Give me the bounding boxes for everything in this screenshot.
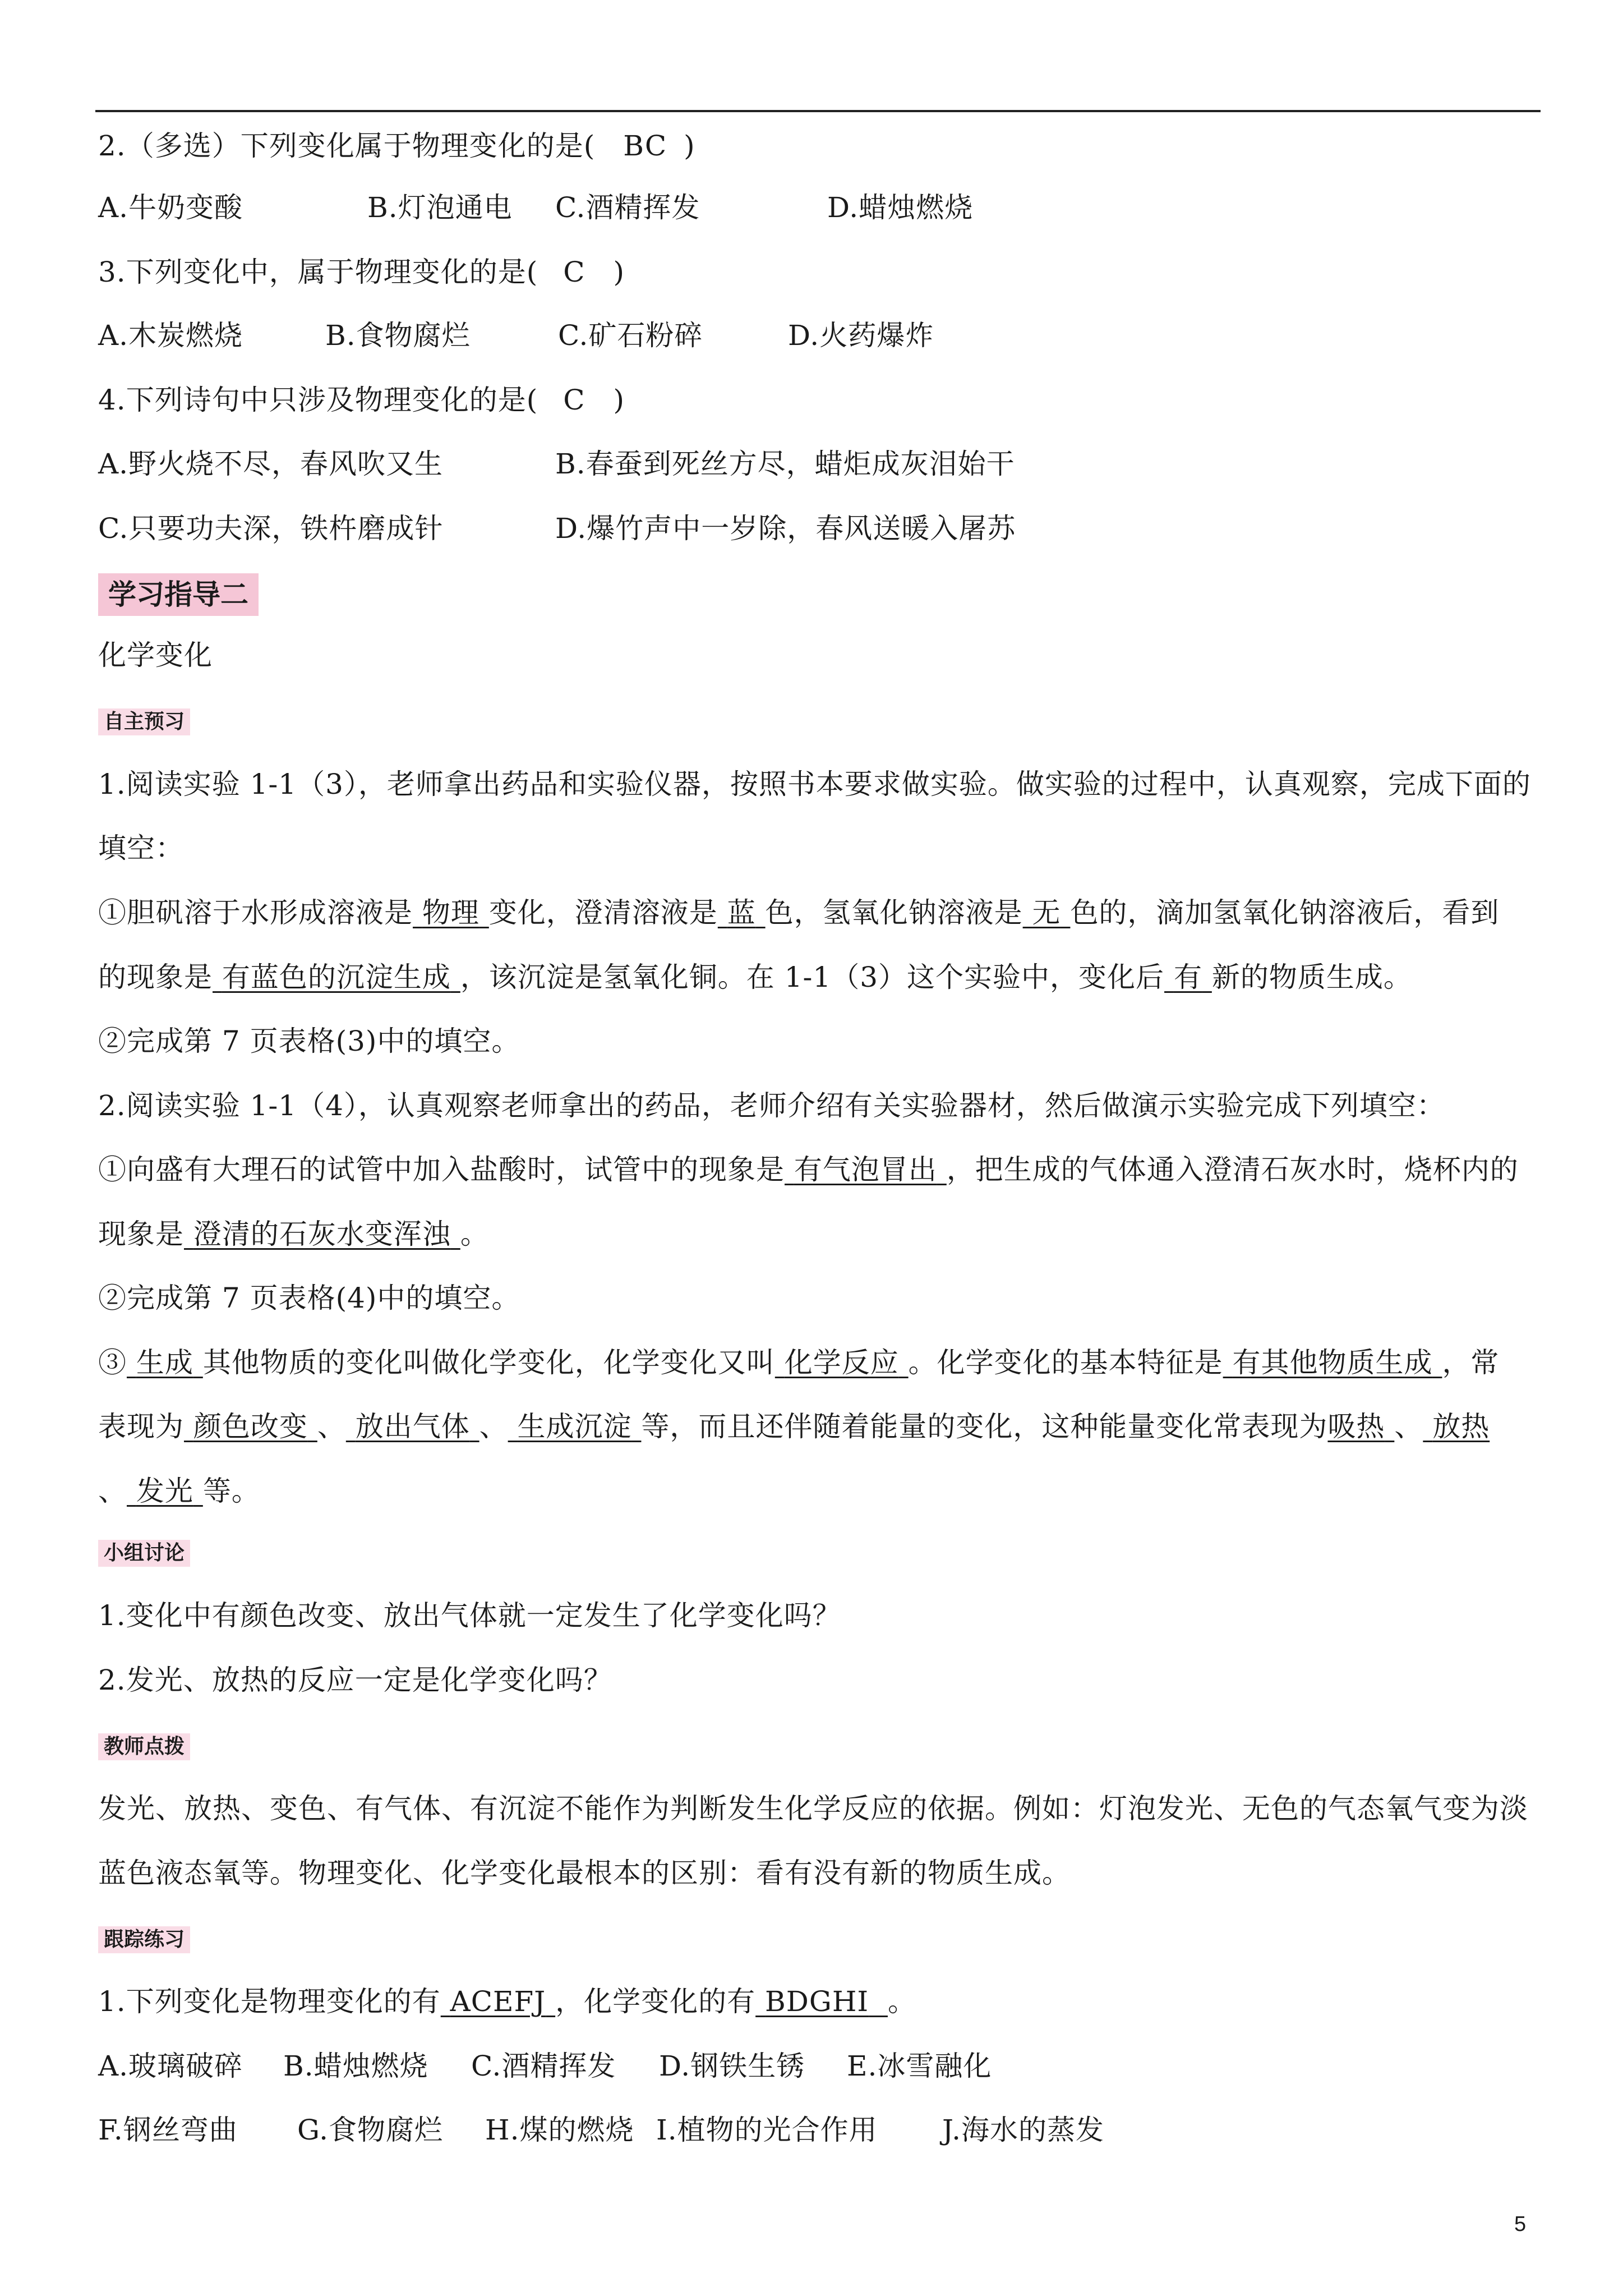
practice-option-a: A.玻璃破碎 <box>98 2050 243 2082</box>
text: ①胆矾溶于水形成溶液是 <box>98 896 413 929</box>
blank-precipitate-value: 有蓝色的沉淀生成 <box>222 961 451 993</box>
blank-chemical-changes <box>755 1985 888 2018</box>
q4-close: ) <box>613 384 625 416</box>
text: 、 <box>98 1475 127 1507</box>
teacher-line1: 发光、放热、变色、有气体、有沉淀不能作为判断发生化学反应的依据。例如：灯泡发光、无色的气态氧气变为淡 <box>98 1792 1528 1825</box>
practice-option-g: G.食物腐烂 <box>297 2114 444 2146</box>
blank-new-substance <box>1164 961 1212 993</box>
preview-item2-line: 2.阅读实验 1-1（4），认真观察老师拿出的药品，老师介绍有关实验器材，然后做演示实验完成下列填空： <box>98 1089 1445 1122</box>
q2-close: ) <box>684 130 695 162</box>
blank-chemical-reaction <box>775 1346 909 1379</box>
blank-generate <box>127 1346 203 1379</box>
text: 新的物质生成。 <box>1211 961 1412 993</box>
blank-chemical-reaction-value: 化学反应 <box>784 1346 899 1379</box>
practice-option-h: H.煤的燃烧 <box>485 2114 634 2146</box>
q2-option-c: C.酒精挥发 <box>555 191 700 224</box>
text: 其他物质的变化叫做化学变化，化学变化又叫 <box>202 1346 775 1379</box>
blank-colorless <box>1023 896 1071 929</box>
text: 。 <box>460 1218 489 1250</box>
blank-color-change-value: 颜色改变 <box>193 1410 308 1443</box>
blank-blue-value: 蓝 <box>727 896 756 929</box>
blank-colorless-value: 无 <box>1032 896 1061 929</box>
practice-option-j: J.海水的蒸发 <box>942 2114 1105 2146</box>
tag-teacher-guidance: 教师点拨 <box>98 1733 190 1760</box>
q3-stem: 3.下列变化中，属于物理变化的是( <box>98 256 538 288</box>
blank-physical <box>413 896 489 929</box>
text: 等，而且还伴随着能量的变化，这种能量变化常表现为 <box>641 1410 1328 1443</box>
discussion-q1: 1.变化中有颜色改变、放出气体就一定发生了化学变化吗？ <box>98 1599 841 1632</box>
q2-answer: BC <box>623 130 667 162</box>
q3-option-a: A.木炭燃烧 <box>98 319 243 352</box>
blank-generate-value: 生成 <box>136 1346 193 1379</box>
text: 。化学变化的基本特征是 <box>908 1346 1223 1379</box>
blank-limewater <box>184 1218 460 1250</box>
q2-option-d: D.蜡烛燃烧 <box>827 191 974 224</box>
q4-stem: 4.下列诗句中只涉及物理变化的是( <box>98 384 538 416</box>
q3-option-b: B.食物腐烂 <box>325 319 471 352</box>
q4-option-c: C.只要功夫深，铁杵磨成针 <box>98 512 444 545</box>
blank-light-value: 发光 <box>136 1475 193 1507</box>
text: 色的，滴加氢氧化钠溶液后，看到 <box>1070 896 1500 929</box>
text: 现象是 <box>98 1218 184 1250</box>
separator: 、 <box>1394 1410 1423 1443</box>
q2-option-a: A.牛奶变酸 <box>98 191 243 224</box>
text: ，化学变化的有 <box>555 1985 756 2018</box>
blank-gas-value: 放出气体 <box>355 1410 470 1443</box>
blank-absorb-heat-value: 吸热 <box>1327 1410 1385 1443</box>
discussion-q2: 2.发光、放热的反应一定是化学变化吗？ <box>98 1664 612 1696</box>
q2-stem: 2.（多选）下列变化属于物理变化的是( <box>98 130 596 162</box>
text: 的现象是 <box>98 961 213 993</box>
blank-bubbles <box>785 1153 947 1186</box>
text: 等。 <box>202 1475 260 1507</box>
section-heading: 学习指导二 <box>98 573 259 616</box>
blank-precipitate <box>213 961 460 993</box>
q3-option-d: D.火药爆炸 <box>788 319 934 352</box>
blank-physical-value: 物理 <box>422 896 479 929</box>
q2-stem-line <box>98 129 695 163</box>
preview-item1-line1: 1.阅读实验 1-1（3），老师拿出药品和实验仪器，按照书本要求做实验。做实验的过程中，认真观察，完成下面的 <box>98 768 1531 800</box>
blank-precipitate2 <box>508 1410 642 1443</box>
text: ，常 <box>1442 1346 1500 1379</box>
blank-release-heat-value: 放热 <box>1432 1410 1490 1443</box>
preview-line-marble <box>98 1153 1519 1186</box>
text: ，该沉淀是氢氧化铜。在 1-1（3）这个实验中，变化后 <box>460 961 1165 993</box>
q3-stem-line <box>98 255 625 289</box>
preview-table4-line: ②完成第 7 页表格(4)中的填空。 <box>98 1282 520 1314</box>
blank-physical-changes-value: ACEFJ <box>450 1985 546 2018</box>
header-rule <box>95 110 1541 112</box>
preview-line-light <box>98 1474 260 1508</box>
q4-option-d: D.爆竹声中一岁除，春风送暖入屠苏 <box>555 512 1016 545</box>
text: ①向盛有大理石的试管中加入盐酸时，试管中的现象是 <box>98 1153 785 1186</box>
preview-line-definition <box>98 1346 1499 1379</box>
practice-option-i: I.植物的光合作用 <box>656 2114 878 2146</box>
preview-line-phenomena <box>98 1410 1490 1443</box>
practice-option-b: B.蜡烛燃烧 <box>283 2050 428 2082</box>
blank-bubbles-value: 有气泡冒出 <box>794 1153 937 1186</box>
blank-release-heat <box>1423 1410 1490 1443</box>
tag-group-discussion: 小组讨论 <box>98 1540 190 1567</box>
teacher-line2: 蓝色液态氧等。物理变化、化学变化最根本的区别：看有没有新的物质生成。 <box>98 1857 1071 1889</box>
blank-gas <box>346 1410 479 1443</box>
text: 色，氢氧化钠溶液是 <box>765 896 1023 929</box>
preview-item1-line2: 填空： <box>98 832 184 864</box>
q3-answer: C <box>563 256 585 288</box>
practice-option-f: F.钢丝弯曲 <box>98 2114 238 2146</box>
text: 。 <box>887 1985 916 2018</box>
q2-option-b: B.灯泡通电 <box>367 191 513 224</box>
blank-absorb-heat <box>1327 1410 1394 1443</box>
blank-precipitate2-value: 生成沉淀 <box>517 1410 632 1443</box>
preview-line-phenomenon <box>98 960 1412 994</box>
separator: 、 <box>317 1410 346 1443</box>
blank-feature-value: 有其他物质生成 <box>1232 1346 1433 1379</box>
q4-option-b: B.春蚕到死丝方尽，蜡炬成灰泪始干 <box>555 448 1015 480</box>
q3-close: ) <box>613 256 625 288</box>
q4-answer: C <box>563 384 585 416</box>
page-number: 5 <box>1514 2212 1527 2236</box>
section-subtitle: 化学变化 <box>98 639 213 671</box>
preview-table3-line: ②完成第 7 页表格(3)中的填空。 <box>98 1025 520 1057</box>
practice-q1 <box>98 1985 916 2018</box>
practice-option-e: E.冰雪融化 <box>847 2050 992 2082</box>
preview-line-bluevitriol <box>98 896 1499 930</box>
blank-light <box>127 1475 203 1507</box>
practice-option-d: D.钢铁生锈 <box>659 2050 805 2082</box>
text: 1.下列变化是物理变化的有 <box>98 1985 441 2018</box>
blank-color-change <box>184 1410 317 1443</box>
tag-practice: 跟踪练习 <box>98 1926 190 1953</box>
practice-option-c: C.酒精挥发 <box>471 2050 616 2082</box>
q4-stem-line <box>98 383 625 417</box>
text: 表现为 <box>98 1410 184 1443</box>
blank-blue <box>718 896 766 929</box>
blank-feature <box>1223 1346 1442 1379</box>
q3-option-c: C.矿石粉碎 <box>558 319 703 352</box>
blank-chemical-changes-value: BDGHI <box>765 1985 869 2018</box>
blank-limewater-value: 澄清的石灰水变浑浊 <box>193 1218 451 1250</box>
q4-option-a: A.野火烧不尽，春风吹又生 <box>98 448 444 480</box>
tag-self-preview: 自主预习 <box>98 708 190 735</box>
separator: 、 <box>479 1410 508 1443</box>
text: ，把生成的气体通入澄清石灰水时，烧杯内的 <box>946 1153 1519 1186</box>
blank-new-substance-value: 有 <box>1173 961 1202 993</box>
preview-line-limewater <box>98 1217 489 1251</box>
blank-physical-changes <box>441 1985 555 2018</box>
text: ③ <box>98 1346 127 1379</box>
text: 变化，澄清溶液是 <box>488 896 718 929</box>
